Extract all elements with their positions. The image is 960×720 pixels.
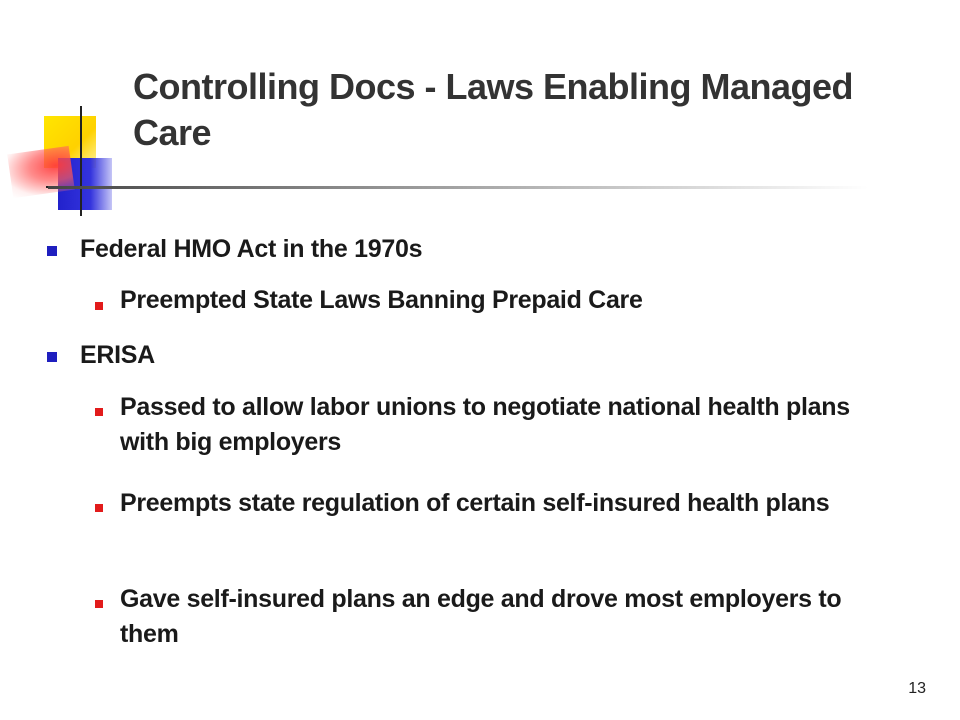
bullet-level2: Preempted State Laws Banning Prepaid Care: [120, 286, 643, 314]
bullet-marker-level2: [95, 504, 103, 512]
slide-title: Controlling Docs - Laws Enabling Managed Care: [133, 66, 854, 153]
bullet-marker-level1: [47, 352, 57, 362]
bullet-level1: ERISA: [80, 341, 155, 369]
bullet-level2: Preempts state regulation of certain self-insured health plans: [120, 489, 830, 517]
logo-red-shape: [7, 146, 75, 198]
bullet-marker-level2: [95, 302, 103, 310]
decorative-logo: [0, 90, 140, 220]
bullet-marker-level2: [95, 600, 103, 608]
bullet-marker-level1: [47, 246, 57, 256]
bullet-level2: Passed to allow labor unions to negotiate national health plans with big employers: [120, 393, 850, 456]
bullet-level2: Gave self-insured plans an edge and drove most employers to them: [120, 585, 842, 648]
bullet-level1: Federal HMO Act in the 1970s: [80, 235, 423, 263]
bullet-marker-level2: [95, 408, 103, 416]
logo-vertical-line: [80, 106, 82, 216]
title-divider: [48, 186, 868, 189]
page-number: 13: [908, 680, 926, 697]
